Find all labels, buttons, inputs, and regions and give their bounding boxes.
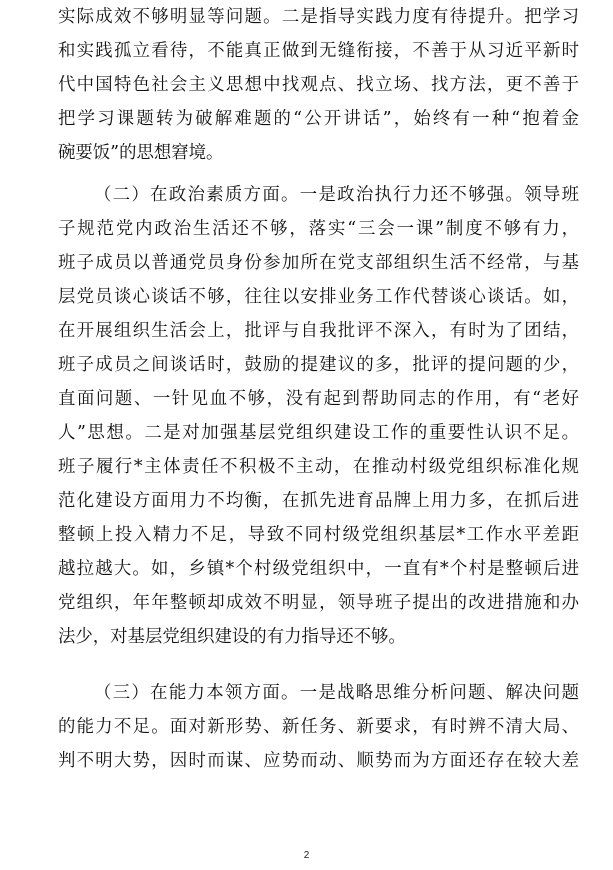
- page-number: 2: [303, 850, 310, 861]
- paragraph-1-line-5: 碗要饭”的思想窘境。: [58, 143, 224, 163]
- paragraph-2-line-6: 班子成员之间谈话时，鼓励的提建议的多，批评的提问题的少，: [58, 355, 579, 375]
- paragraph-2-line-12: 越拉越大。如，乡镇*个村级党组织中，一直有*个村是整顿后进: [58, 559, 579, 579]
- paragraph-2-line-4: 层党员谈心谈话不够，往往以安排业务工作代替谈心谈话。如，: [58, 287, 579, 307]
- paragraph-2-line-14: 法少，对基层党组织建设的有力指导还不够。: [58, 627, 406, 647]
- paragraph-2-line-8: 人”思想。二是对加强基层党组织建设工作的重要性认识不足。: [58, 423, 579, 443]
- paragraph-2-line-13: 党组织，年年整顿却成效不明显，领导班子提出的改进措施和办: [58, 593, 579, 613]
- paragraph-2-line-5: 在开展组织生活会上，批评与自我批评不深入，有时为了团结，: [58, 321, 579, 341]
- paragraph-3-line-2: 的能力不足。面对新形势、新任务、新要求，有时辨不清大局、: [58, 717, 579, 737]
- paragraph-1-line-2: 和实践孤立看待，不能真正做到无缝衔接，不善于从习近平新时: [58, 41, 579, 61]
- paragraph-2-line-9: 班子履行*主体责任不积极不主动，在推动村级党组织标准化规: [58, 457, 579, 477]
- paragraph-2-line-2: 子规范党内政治生活还不够，落实“三会一课”制度不够有力，: [58, 219, 579, 239]
- paragraph-2-line-3: 班子成员以普通党员身份参加所在党支部组织生活不经常，与基: [58, 253, 579, 273]
- paragraph-3-line-3: 判不明大势，因时而谋、应势而动、顺势而为方面还存在较大差: [58, 751, 579, 771]
- paragraph-1-line-1: 实际成效不够明显等问题。二是指导实践力度有待提升。把学习: [58, 7, 579, 27]
- paragraph-2-line-7: 直面问题、一针见血不够，没有起到帮助同志的作用，有“老好: [58, 389, 579, 409]
- paragraph-2-line-11: 整顿上投入精力不足，导致不同村级党组织基层*工作水平差距: [58, 525, 579, 545]
- paragraph-1-line-4: 把学习课题转为破解难题的“公开讲话”，始终有一种“抱着金: [58, 109, 579, 129]
- paragraph-1-line-3: 代中国特色社会主义思想中找观点、找立场、找方法，更不善于: [58, 75, 579, 95]
- paragraph-2-line-1: （二）在政治素质方面。一是政治执行力还不够强。领导班: [94, 185, 579, 205]
- paragraph-2-line-10: 范化建设方面用力不均衡，在抓先进育品牌上用力多，在抓后进: [58, 491, 579, 511]
- paragraph-3-line-1: （三）在能力本领方面。一是战略思维分析问题、解决问题: [94, 683, 579, 703]
